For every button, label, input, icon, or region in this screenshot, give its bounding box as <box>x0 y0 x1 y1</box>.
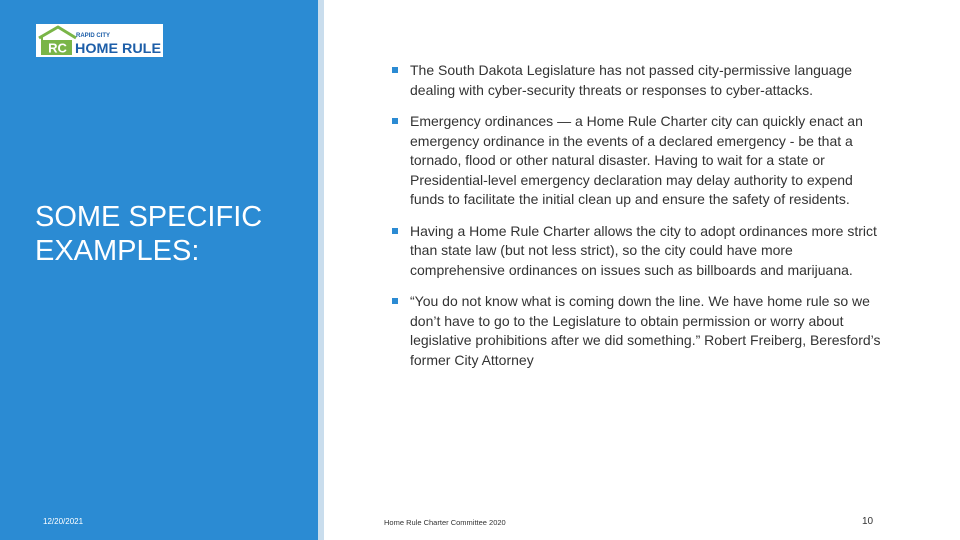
panel-divider <box>318 0 324 540</box>
bullet-text: Emergency ordinances — a Home Rule Charter city can quickly enact an emergency ordinance in the events of a declared emergency - be that a tornado, flood or other natural disaster. Having to wait for a state or Presidential-level emergency declaration may delay authority to expend funds to facilitate the initial clean up and ensure the safety of residents. <box>410 113 863 207</box>
house-logo-icon <box>36 24 163 57</box>
square-bullet-icon <box>392 298 398 304</box>
bullet-item <box>390 292 890 370</box>
logo-initials: RC <box>48 40 67 56</box>
bullet-item <box>390 61 890 100</box>
bullet-text: The South Dakota Legislature has not passed city-permissive language dealing with cyber-security threats or responses to cyber-attacks. <box>410 62 853 98</box>
slide-date: 12/20/2021 <box>43 517 84 526</box>
bullet-list <box>390 61 890 382</box>
bullet-text: “You do not know what is coming down the line. We have home rule so we don’t have to go to the Legislature to obtain permission or worry about legislative prohibitions after we did something.” Robert Freiberg, Beresford’s former City Attorney <box>410 293 881 368</box>
square-bullet-icon <box>392 228 398 234</box>
logo-city-text: RAPID CITY <box>76 33 111 39</box>
bullet-text: Having a Home Rule Charter allows the city to adopt ordinances more strict than state law (but not less strict), so the city could have more comprehensive ordinances on issues such as billboards and marijuana. <box>410 222 877 278</box>
bullet-item <box>390 222 890 281</box>
bullet-item <box>390 112 890 210</box>
title-panel <box>0 0 318 540</box>
logo-name-text: HOME RULE <box>75 41 161 56</box>
square-bullet-icon <box>392 118 398 124</box>
slide-footer: Home Rule Charter Committee 2020 <box>384 518 506 527</box>
page-number: 10 <box>862 516 874 527</box>
slide-title: SOME SPECIFIC EXAMPLES: <box>35 201 263 267</box>
square-bullet-icon <box>392 67 398 73</box>
rapid-city-home-rule-logo <box>36 24 163 57</box>
